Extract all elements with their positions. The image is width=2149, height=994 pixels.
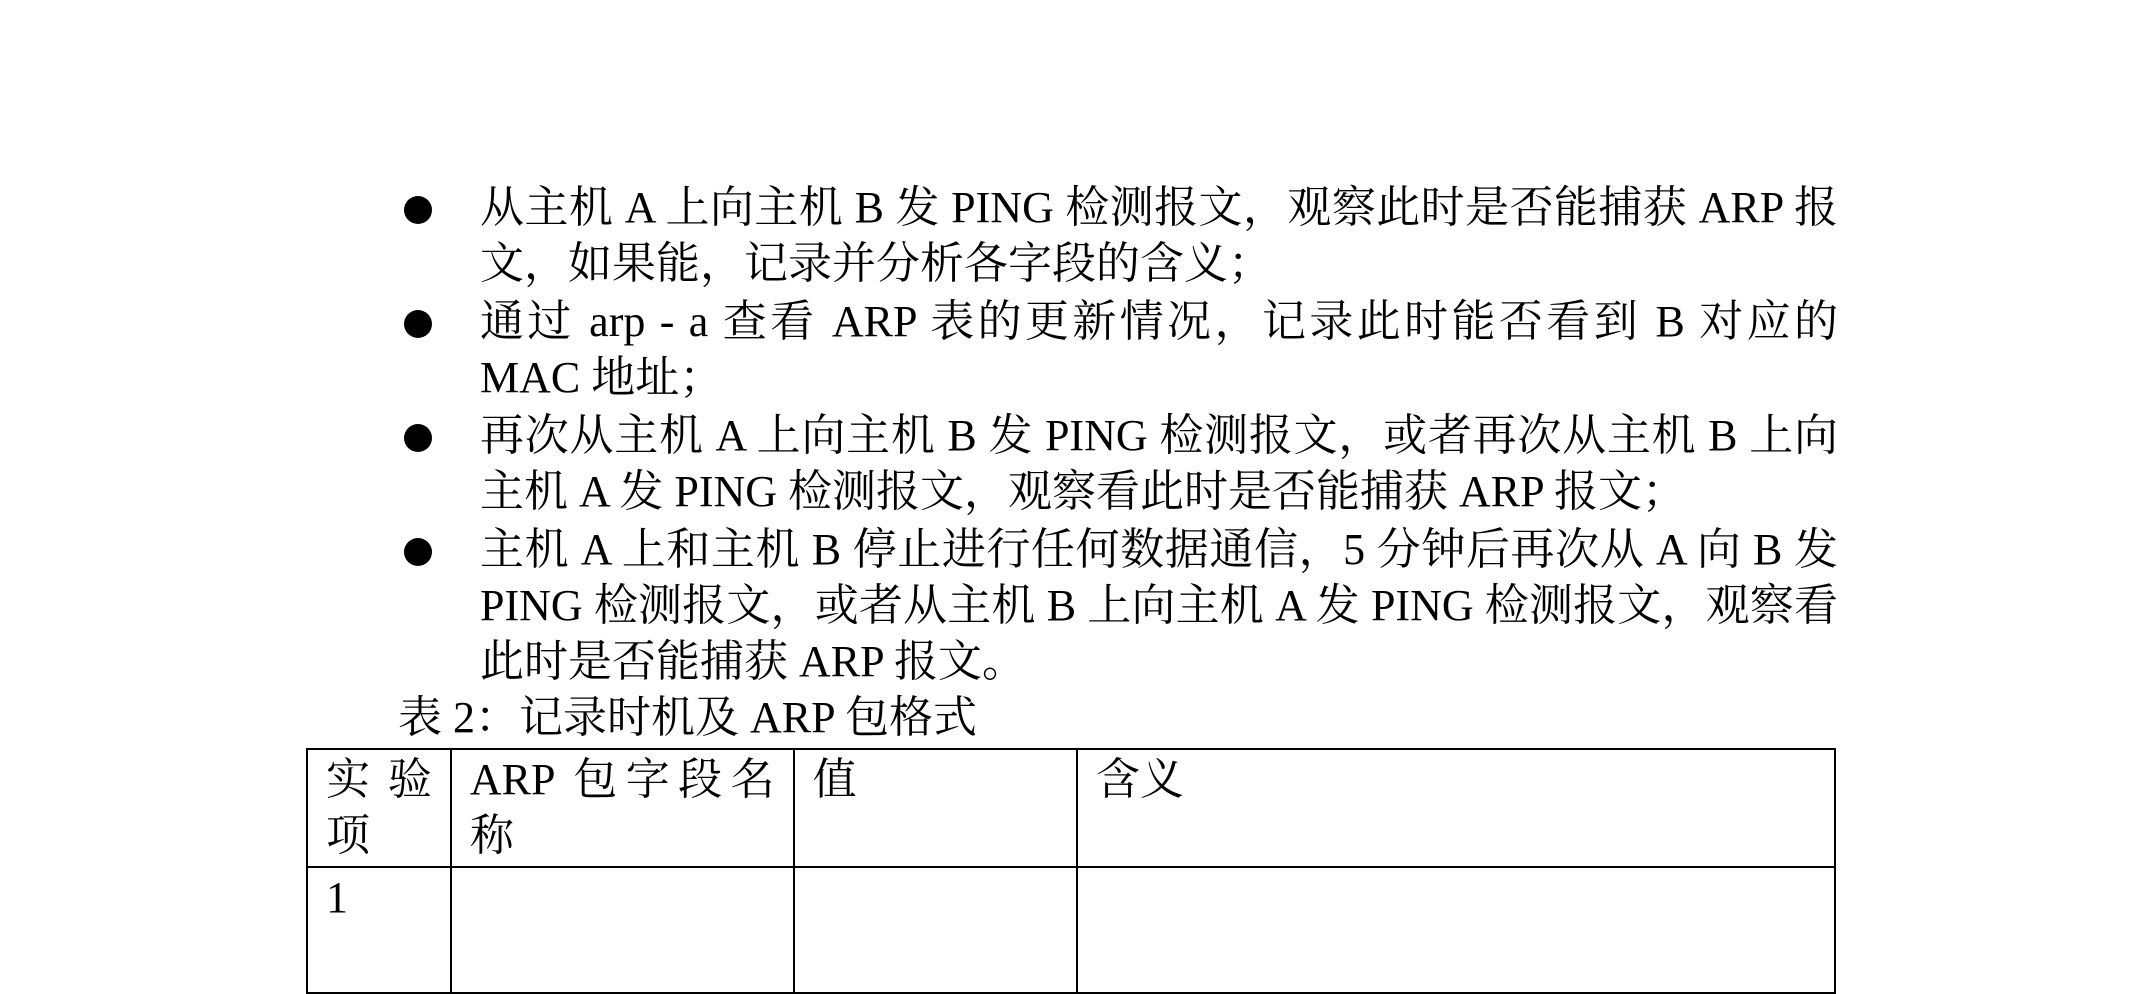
header-field-name-line1: ARP 包字段名 [469, 755, 775, 804]
bullet-text: 从主机 A 上向主机 B 发 PING 检测报文，观察此时是否能捕获 ARP 报文，如果能，记录并分析各字段的含义； [480, 183, 1838, 288]
header-experiment-item-line2: 项 [326, 811, 370, 860]
record-table [306, 748, 1836, 994]
header-experiment-item [307, 749, 451, 867]
header-field-name-line2: 称 [469, 811, 514, 860]
cell-field [451, 867, 794, 993]
bullet-icon [404, 310, 432, 338]
list-item [398, 408, 1838, 520]
header-experiment-item-line1: 实 验 [326, 755, 432, 804]
bullet-icon [404, 538, 432, 566]
list-item [398, 522, 1838, 690]
table-caption: 表 2：记录时机及 ARP 包格式 [398, 693, 977, 742]
bullet-icon [404, 196, 432, 224]
cell-value [794, 867, 1077, 993]
bullet-list [398, 180, 1838, 692]
list-item [398, 294, 1838, 406]
bullet-text: 通过 arp - a 查看 ARP 表的更新情况，记录此时能否看到 B 对应的 MAC 地址； [480, 297, 1838, 402]
table-row [307, 867, 1835, 993]
bullet-text: 再次从主机 A 上向主机 B 发 PING 检测报文，或者再次从主机 B 上向主机 A 发 PING 检测报文，观察看此时是否能捕获 ARP 报文； [480, 411, 1838, 516]
cell-item: 1 [307, 867, 451, 993]
table-header-row [307, 749, 1835, 867]
bullet-text: 主机 A 上和主机 B 停止进行任何数据通信，5 分钟后再次从 A 向 B 发 PING 检测报文，或者从主机 B 上向主机 A 发 PING 检测报文，观察看此时是否能捕获 ARP 报文。 [480, 525, 1838, 686]
header-meaning: 含义 [1077, 749, 1835, 867]
bullet-icon [404, 424, 432, 452]
list-item [398, 180, 1838, 292]
cell-meaning [1077, 867, 1835, 993]
header-field-name [451, 749, 794, 867]
header-value: 值 [794, 749, 1077, 867]
